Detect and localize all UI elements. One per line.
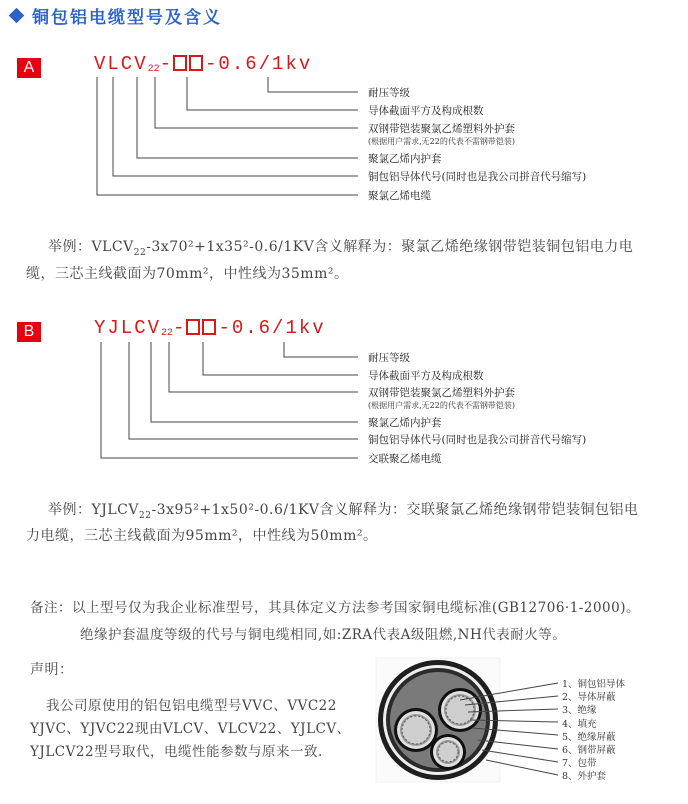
section-b-badge: B xyxy=(17,322,41,342)
legend-item: 2、导体屏蔽 xyxy=(562,692,616,704)
model-code-suffix: -0.6/1kv xyxy=(218,317,326,339)
legend-item: 4、填充 xyxy=(562,718,597,730)
bracket-a-section xyxy=(187,77,358,110)
note-line2: 绝缘护套温度等级的代号与铜电缆相同,如:ZRA代表A级阻燃,NH代表耐火等。 xyxy=(80,627,567,643)
legend-item: 5、绝缘屏蔽 xyxy=(562,731,616,743)
example-a-line1: 举例：$VLCV_{22}-3x70^2+1x35^2-0.6/1KV$含义解释为：聚氯乙烯绝缘钢带铠装铜包铝电力电 xyxy=(48,239,634,258)
model-code-dash: - xyxy=(173,317,187,339)
label-b-voltage: 耐压等级 xyxy=(368,352,410,364)
statement-line3: YJLCV22型号取代，电缆性能参数与原来一致. xyxy=(30,744,323,760)
model-code-dash: - xyxy=(159,53,174,75)
core-3 xyxy=(430,734,466,770)
statement-heading: 声明： xyxy=(30,662,74,678)
bracket-a-armour xyxy=(155,77,358,128)
label-b-inner: 聚氯乙烯内护套 xyxy=(368,417,442,429)
legend-item: 7、包带 xyxy=(562,758,597,770)
section-b-model-code xyxy=(94,317,326,341)
placeholder-boxes-icon xyxy=(186,319,218,341)
example-b-line2: 力电缆，三芯主线截面为95mm²，中性线为50mm²。 xyxy=(26,528,378,544)
label-a-voltage: 耐压等级 xyxy=(368,87,410,99)
label-b-section: 导体截面平方及构成根数 xyxy=(368,370,484,382)
bracket-a-inner xyxy=(137,77,358,158)
label-a-armour: 双钢带铠装聚氯乙烯塑料外护套 xyxy=(368,123,515,135)
bracket-b-section xyxy=(203,342,358,375)
legend-item: 6、钢带屏蔽 xyxy=(562,744,616,756)
section-a-badge: A xyxy=(17,58,41,78)
label-b-cable: 交联聚乙烯电缆 xyxy=(368,453,442,465)
label-b-armour: 双钢带铠装聚氯乙烯塑料外护套 xyxy=(368,387,515,399)
legend-item: 3、绝缘 xyxy=(562,705,597,717)
label-b-armour-note: (根据用户需求,无22的代表不需钢带铠装) xyxy=(368,401,515,410)
label-a-section: 导体截面平方及构成根数 xyxy=(368,105,484,117)
bracket-b-voltage xyxy=(284,342,358,357)
label-a-armour-note: (根据用户需求,无22的代表不需钢带铠装) xyxy=(368,137,515,146)
example-a-line2: 缆，三芯主线截面为70mm²，中性线为35mm²。 xyxy=(26,266,349,282)
example-b-line1: 举例：$YJLCV_{22}-3x95^2+1x50^2-0.6/1KV$含义解释为：交联聚氯乙烯绝缘钢带铠装铜包铝电 xyxy=(48,502,639,521)
bracket-a-voltage xyxy=(268,77,358,92)
core-2 xyxy=(438,688,482,732)
label-b-conductor: 铜包铝导体代号(同时也是我公司拼音代号缩写) xyxy=(368,434,587,446)
model-code-sub: 22 xyxy=(147,64,160,75)
model-code-suffix: -0.6/1kv xyxy=(205,53,313,75)
label-a-cable: 聚氯乙烯电缆 xyxy=(368,190,431,202)
statement-line2: YJVC、YJVC22现由VLCV、VLCV22、YJLCV、 xyxy=(30,721,351,737)
page-title-text: 铜包铝电缆型号及含义 xyxy=(32,7,222,28)
label-a-inner: 聚氯乙烯内护套 xyxy=(368,153,442,165)
label-a-conductor: 铜包铝导体代号(同时也是我公司拼音代号缩写) xyxy=(368,171,587,183)
bracket-b-armour xyxy=(169,342,358,392)
legend-item: 8、外护套 xyxy=(562,771,607,783)
bracket-a-cable xyxy=(97,77,358,195)
model-code-prefix: VLCV xyxy=(94,53,148,75)
model-code-prefix: YJLCV xyxy=(94,317,162,339)
legend-item: 1、铜包铝导体 xyxy=(562,679,626,690)
bracket-b-cable xyxy=(101,342,358,458)
statement-line1: 我公司原使用的铝包铝电缆型号VVC、VVC22 xyxy=(46,698,337,714)
model-code-sub: 22 xyxy=(161,328,174,339)
bracket-b-inner xyxy=(151,342,358,422)
note-line1: 备注：以上型号仅为我企业标准型号，其具体定义方法参考国家铜电缆标准(GB12706·1-2000)。 xyxy=(30,600,640,616)
cross-section-legend xyxy=(562,676,625,782)
